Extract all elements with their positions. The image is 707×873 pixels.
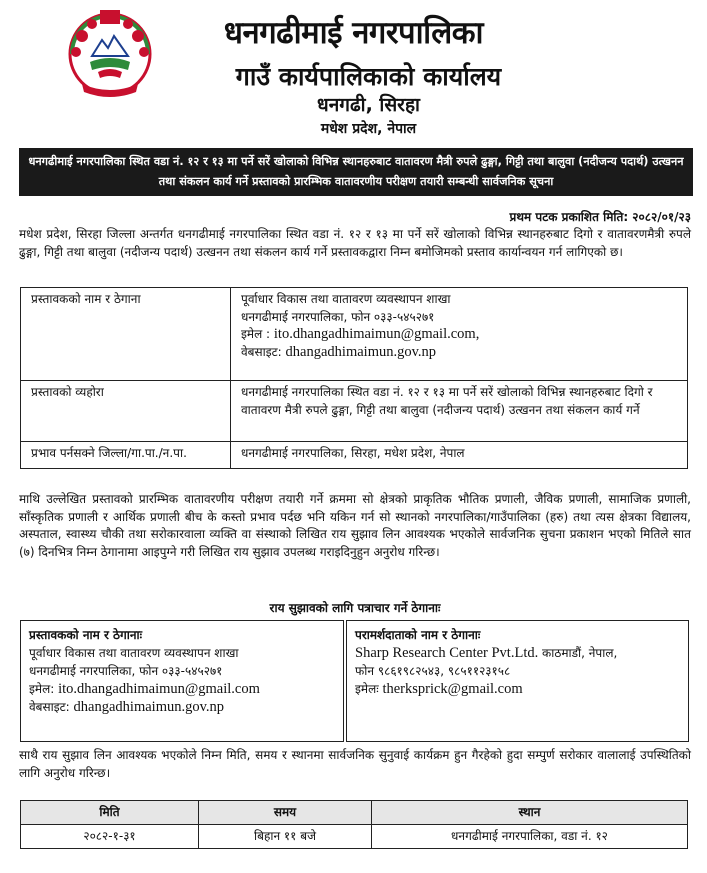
proposer-web-line	[241, 344, 677, 362]
hearing-paragraph: साथै राय सुझाव लिन आवश्यक भएकोले निम्न मिति, समय र स्थानमा सार्वजनिक सुनुवाई कार्यक्रम हुन गैरहेको हुदा सम्पुर्ण सरोकार वालालाई उपस्थितिको लागि अनुरोध गरिन्छ।	[19, 748, 691, 780]
proposal-info-table	[20, 287, 688, 469]
proposer-box-web-line	[29, 698, 335, 716]
proposer-box-website: dhangadhimaimun.gov.np	[73, 699, 225, 715]
intro-paragraph: मधेश प्रदेश, सिरहा जिल्ला अन्तर्गत धनगढीमाई नगरपालिका स्थित वडा नं. १२ र १३ मा पर्ने सरें खोलाको विभिन्न स्थानहरुबाट दिगो र वातावरणमैत्री रुपले ढुङ्गा, गिट्टी तथा बालुवा (नदीजन्य पदार्थ) उत्खनन तथा संकलन कार्य गर्ने प्रस्तावकद्वारा निम्न बमोजिमको प्रस्ताव कार्यान्वयन गर्न लागिएको छ।	[19, 227, 691, 259]
consultant-email: therksprick@gmail.com	[382, 681, 523, 697]
proposer-email: ito.dhangadhimaimun@gmail.com,	[273, 326, 480, 342]
email-label: इमेलः	[355, 682, 383, 696]
table-row	[21, 381, 688, 442]
affected-area-text: धनगढीमाई नगरपालिका, सिरहा, मधेश प्रदेश, नेपाल	[231, 442, 688, 469]
body-paragraph: माथि उल्लेखित प्रस्तावको प्रारम्भिक वातावरणीय परीक्षण तयारी गर्ने क्रममा सो क्षेत्रको प्राकृतिक भौतिक प्रणाली, जैविक प्रणाली, सामाजिक प्रणाली, साँस्कृतिक प्रणाली र आर्थिक प्रणाली बीच के कस्तो प्रभाव पर्दछ भनि यकिन गर्न सो स्थानको नगरपालिका/गाउँपालिका (हरु) तथा त्यस क्षेत्रका विद्यालय, अस्पताल, स्वास्थ्य चौकी तथा सरोकारवाला व्यक्ति वा संस्थाको लिखित राय सुझाव लिन आवश्यक भएकोले सार्वजनिक सुचना प्रकाशन भएको मितिले सात (७) दिनभित्र निम्न ठेगानामा आइपुग्ने गरी लिखित राय सुझाव उपलब्ध गराइदिनुहुन अनुरोध गरिन्छ।	[19, 492, 691, 559]
consultant-name: Sharp Research Center Pvt.Ltd.	[355, 645, 539, 661]
web-label: वेबसाइट:	[241, 344, 286, 359]
proposer-box-email-line	[29, 680, 335, 698]
proposer-email-line	[241, 326, 677, 344]
published-date: प्रथम पटक प्रकाशित मिति: २०८२/०१/२३	[509, 210, 691, 224]
contact-heading: राय सुझावको लागि पत्राचार गर्ने ठेगानाः	[269, 601, 441, 615]
nepal-emblem-icon	[62, 4, 158, 102]
proposer-label: प्रस्तावकको नाम र ठेगाना	[21, 288, 231, 381]
affected-area-label: प्रभाव पर्नसक्ने जिल्ला/गा.पा./न.पा.	[21, 442, 231, 469]
proposer-website: dhangadhimaimun.gov.np	[285, 343, 437, 360]
proposer-box-heading: प्रस्तावकको नाम र ठेगानाः	[29, 628, 143, 642]
notice-banner: धनगढीमाई नगरपालिका स्थित वडा नं. १२ र १३ मा पर्ने सरें खोलाको विभिन्न स्थानहरुबाट वातावरण मैत्री रुपले ढुङ्गा, गिट्टी तथा बालुवा (नदीजन्य पदार्थ) उत्खनन तथा संकलन कार्य गर्ने प्रस्तावको प्रारम्भिक वातावरणीय परीक्षण तयारी सम्बन्धी सार्वजनिक सूचना	[19, 148, 693, 196]
proposer-box-phone: धनगढीमाई नगरपालिका, फोन ०३३-५४५२७१	[29, 664, 223, 678]
consultant-name-line	[355, 644, 680, 662]
email-label: इमेल :	[241, 327, 274, 341]
web-label: वेबसाइट:	[29, 700, 74, 714]
office-subtitle: गाउँ कार्यपालिकाको कार्यालय	[235, 62, 502, 91]
office-province: मधेश प्रदेश, नेपाल	[320, 121, 417, 137]
office-title: धनगढीमाई नगरपालिका	[223, 15, 484, 51]
consultant-box-heading: परामर्शदाताको नाम र ठेगानाः	[355, 628, 481, 642]
proposer-box-dept: पूर्वाधार विकास तथा वातावरण व्यवस्थापन शाखा	[29, 646, 239, 660]
consultant-email-line	[355, 680, 680, 698]
table-row	[21, 288, 688, 381]
office-location: धनगढी, सिरहा	[317, 94, 420, 116]
time-header: समय	[199, 801, 372, 825]
proposer-box-email: ito.dhangadhimaimun@gmail.com	[58, 681, 260, 697]
proposer-phone: धनगढीमाई नगरपालिका, फोन ०३३-५४५२७१	[241, 309, 435, 324]
proposal-text: धनगढीमाई नगरपालिका स्थित वडा नं. १२ र १३ मा पर्ने सरें खोलाको विभिन्न स्थानहरुबाट दिगो र वातावरण मैत्री रुपले ढुङ्गा, गिट्टी तथा बालुवा (नदीजन्य पदार्थ) उत्खनन तथा संकलन कार्य गर्ने	[231, 381, 688, 442]
venue-header: स्थान	[372, 801, 688, 825]
date-header: मिति	[21, 801, 199, 825]
table-row	[21, 825, 688, 849]
proposal-label: प्रस्तावको व्यहोरा	[21, 381, 231, 442]
consultant-contact-box	[346, 620, 689, 742]
table-header-row	[21, 801, 688, 825]
proposer-contact-box	[20, 620, 344, 742]
hearing-date: २०८२-१-३१	[21, 825, 199, 849]
table-row	[21, 442, 688, 469]
emblem-logo	[62, 4, 158, 102]
proposer-details	[231, 288, 688, 381]
hearing-time: बिहान ११ बजे	[199, 825, 372, 849]
hearing-venue: धनगढीमाई नगरपालिका, वडा नं. १२	[372, 825, 688, 849]
hearing-schedule-table	[20, 800, 688, 849]
consultant-city: काठमाडौं, नेपाल,	[538, 646, 618, 660]
proposer-dept: पूर्वाधार विकास तथा वातावरण व्यवस्थापन शाखा	[241, 292, 451, 306]
email-label: इमेल:	[29, 682, 59, 696]
consultant-phone: फोन ९८६१९८२५४३, ९८५११२३१५८	[355, 664, 511, 678]
